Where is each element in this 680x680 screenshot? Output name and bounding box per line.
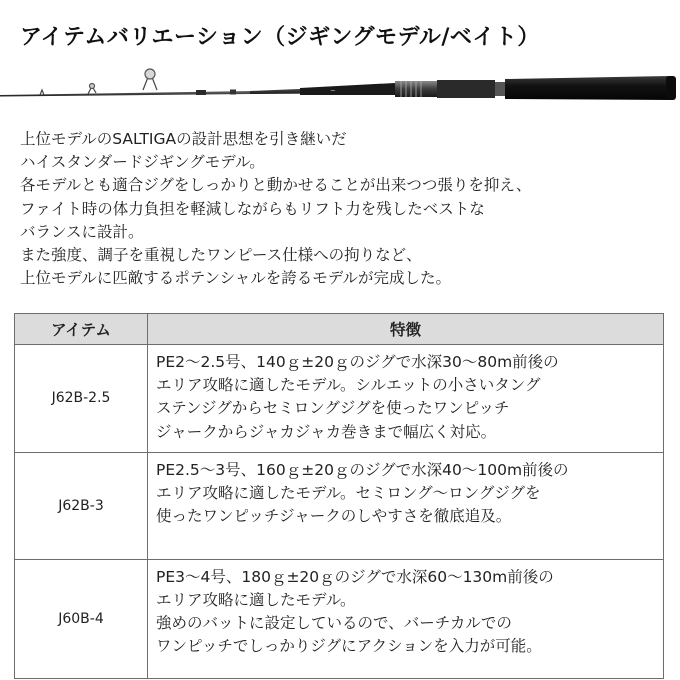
rear-grip	[505, 76, 672, 100]
intro-line: ファイト時の体力負担を軽減しながらもリフト力を残したベストな	[20, 199, 485, 218]
header-feature: 特徴	[148, 314, 664, 345]
intro-line: ハイスタンダードジギングモデル。	[20, 153, 265, 172]
feature-line: PE2.5〜3号、160ｇ±20ｇのジグで水深40〜100m前後の	[156, 460, 569, 479]
rod-logo-mark: ~	[330, 87, 336, 95]
feature-line: ワンピッチでしっかりジグにアクションを入力が可能。	[156, 637, 542, 656]
fore-grip	[300, 83, 395, 95]
header-item: アイテム	[15, 314, 148, 345]
item-name: J62B-2.5	[15, 345, 148, 453]
intro-text	[20, 128, 665, 290]
item-feature	[148, 345, 664, 453]
feature-line: 強めのバットに設定しているので、バーチカルでの	[156, 614, 512, 633]
feature-line: エリア攻略に適したモデル。シルエットの小さいタング	[156, 376, 541, 395]
intro-line: バランスに設計。	[20, 222, 144, 241]
page-title: アイテムバリエーション（ジギングモデル/ベイト）	[20, 25, 540, 50]
feature-line: PE2〜2.5号、140ｇ±20ｇのジグで水深30〜80m前後の	[156, 353, 559, 371]
feature-line: エリア攻略に適したモデル。	[156, 591, 356, 610]
feature-line: PE3〜4号、180ｇ±20ｇのジグで水深60〜130m前後の	[156, 567, 554, 586]
item-spec-table	[14, 313, 664, 679]
item-feature	[148, 559, 664, 678]
feature-line: ステンジグからセミロングジグを使ったワンピッチ	[156, 399, 510, 418]
feature-line: エリア攻略に適したモデル。セミロング〜ロングジグを	[156, 484, 541, 503]
table-row	[15, 559, 664, 678]
item-feature	[148, 452, 664, 559]
table-row	[15, 345, 664, 453]
feature-line: 使ったワンピッチジャークのしやすさを徹底追及。	[156, 507, 512, 526]
rod-wrap	[196, 90, 206, 95]
intro-line: 各モデルとも適合ジグをしっかりと動かせることが出来つつ張りを抑え、	[20, 176, 532, 195]
rod-blank	[0, 91, 250, 97]
feature-line: ジャークからジャカジャカ巻きまで幅広く対応。	[156, 422, 497, 441]
fishing-rod-image	[0, 62, 680, 122]
table-row	[15, 452, 664, 559]
item-name: J60B-4	[15, 559, 148, 678]
intro-line: 上位モデルのSALTIGAの設計思想を引き継いだ	[20, 130, 347, 148]
item-name: J62B-3	[15, 452, 148, 559]
intro-line: 上位モデルに匹敵するポテンシャルを誇るモデルが完成した。	[20, 269, 451, 288]
table-header-row	[15, 314, 664, 345]
rod-guides	[40, 69, 157, 95]
intro-line: また強度、調子を重視したワンピース仕様への拘りなど、	[20, 246, 422, 265]
